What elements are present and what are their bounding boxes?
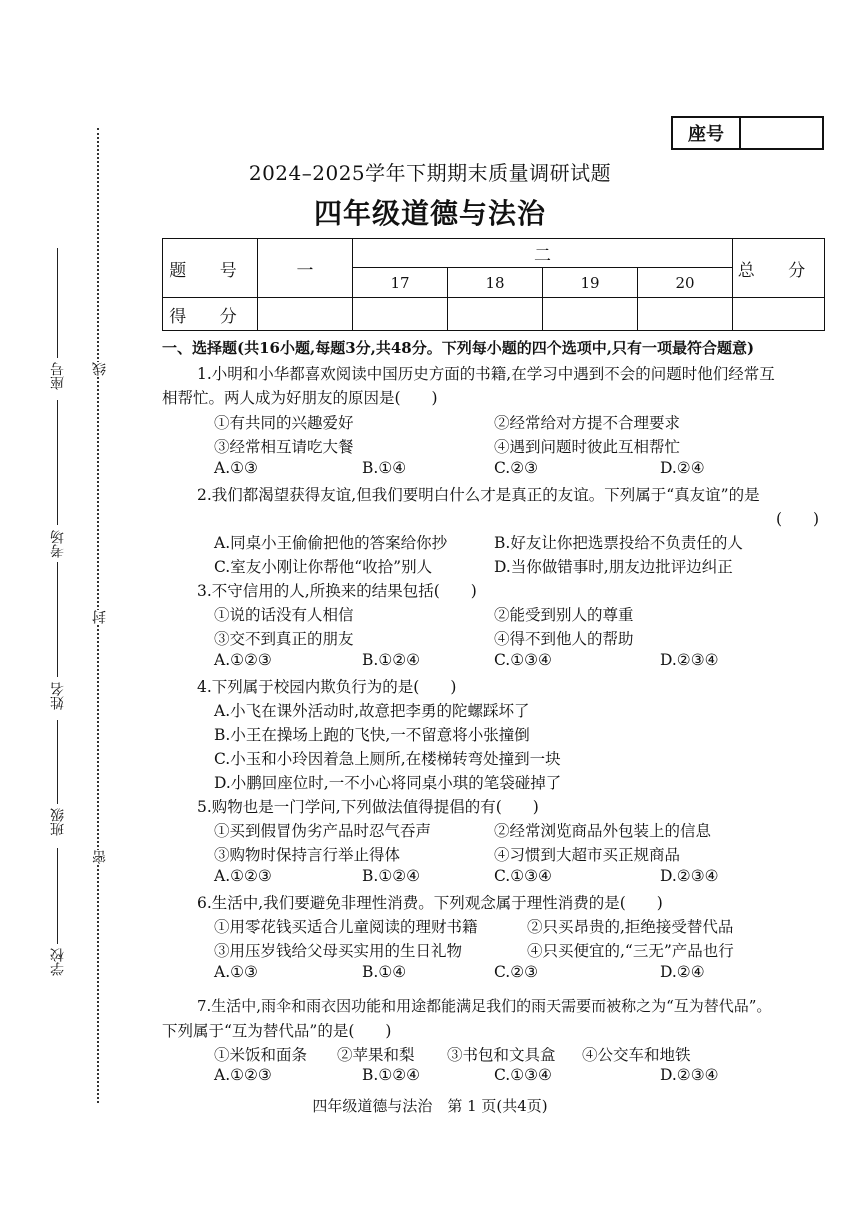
seat-number-field[interactable]	[741, 118, 822, 148]
q3-option-a[interactable]: A.①②③	[214, 651, 272, 669]
question-number-label: 题 号	[163, 239, 258, 298]
seat-number-label: 座号	[673, 118, 741, 148]
score-cell-part-one[interactable]	[258, 298, 353, 331]
q5-statement-4: ④习惯到大超市买正规商品	[494, 846, 681, 864]
q5-option-a[interactable]: A.①②③	[214, 867, 272, 885]
q7-statement-1: ①米饭和面条	[214, 1046, 308, 1064]
q5-option-d[interactable]: D.②③④	[660, 867, 719, 885]
q1-statement-1: ①有共同的兴趣爱好	[214, 414, 354, 432]
q5-statement-1: ①买到假冒伪劣产品时忍气吞声	[214, 822, 432, 840]
section-one-heading: 一、选择题(共16小题,每题3分,共48分。下列每小题的四个选项中,只有一项最符合题意)	[162, 339, 755, 357]
q3-statement-3: ③交不到真正的朋友	[214, 630, 354, 648]
q6-option-d[interactable]: D.②④	[660, 963, 705, 981]
q7-statement-2: ②苹果和梨	[337, 1046, 415, 1064]
binding-mark-secret: 密	[92, 850, 108, 864]
score-cell-total[interactable]	[733, 298, 825, 331]
q6-option-b[interactable]: B.①④	[362, 963, 407, 981]
exam-title: 2024–2025学年下期期末质量调研试题	[248, 161, 612, 185]
binding-mark-line: 线	[92, 362, 108, 376]
q3-statement-2: ②能受到别人的尊重	[494, 606, 634, 624]
q5-option-b[interactable]: B.①②④	[362, 867, 421, 885]
margin-school-label: 学校	[50, 948, 66, 976]
q4-option-c[interactable]: C.小玉和小玲因着急上厕所,在楼梯转弯处撞到一块	[214, 750, 561, 768]
q6-option-c[interactable]: C.②③	[494, 963, 539, 981]
part-one-header: 一	[258, 239, 353, 298]
q3-option-b[interactable]: B.①②④	[362, 651, 421, 669]
score-table	[162, 238, 825, 331]
q7-stem-line1: 7.生活中,雨伞和雨衣因功能和用途都能满足我们的雨天需要而被称之为“互为替代品”。	[197, 997, 772, 1015]
q3-option-c[interactable]: C.①③④	[494, 651, 552, 669]
score-cell-20[interactable]	[638, 298, 733, 331]
q6-statement-4: ④只买便宜的,“三无”产品也行	[527, 942, 734, 960]
q1-statement-3: ③经常相互请吃大餐	[214, 438, 354, 456]
margin-room-line[interactable]	[57, 400, 58, 525]
margin-name-line[interactable]	[57, 562, 58, 677]
margin-name-label: 姓名	[50, 682, 66, 710]
margin-seat-line[interactable]	[57, 248, 58, 358]
q7-statement-4: ④公交车和地铁	[582, 1046, 691, 1064]
q2-option-a[interactable]: A.同桌小王偷偷把他的答案给你抄	[214, 534, 448, 552]
q6-statement-3: ③用压岁钱给父母买实用的生日礼物	[214, 942, 463, 960]
q7-option-c[interactable]: C.①③④	[494, 1066, 552, 1084]
q7-option-a[interactable]: A.①②③	[214, 1066, 272, 1084]
q7-statement-3: ③书包和文具盒	[447, 1046, 556, 1064]
q2-option-b[interactable]: B.好友让你把选票投给不负责任的人	[494, 534, 743, 552]
q5-option-c[interactable]: C.①③④	[494, 867, 552, 885]
q5-statement-2: ②经常浏览商品外包装上的信息	[494, 822, 712, 840]
q1-stem-line2: 相帮忙。两人成为好朋友的原因是( )	[162, 389, 438, 407]
score-cell-19[interactable]	[543, 298, 638, 331]
part-two-header: 二	[353, 239, 733, 268]
margin-seat-label: 座号	[50, 362, 66, 390]
q4-option-d[interactable]: D.小鹏回座位时,一不小心将同桌小琪的笔袋碰掉了	[214, 774, 562, 792]
q5-statement-3: ③购物时保持言行举止得体	[214, 846, 401, 864]
margin-room-label: 考场	[50, 530, 66, 558]
q1-option-a[interactable]: A.①③	[214, 459, 258, 477]
q6-statement-2: ②只买昂贵的,拒绝接受替代品	[527, 918, 734, 936]
q2-answer-bracket[interactable]: ( )	[776, 510, 820, 528]
q3-statement-1: ①说的话没有人相信	[214, 606, 354, 624]
page-footer: 四年级道德与法治 第 1 页(共4页)	[312, 1097, 548, 1115]
q3-statement-4: ④得不到他人的帮助	[494, 630, 634, 648]
q1-statement-4: ④遇到问题时彼此互相帮忙	[494, 438, 681, 456]
score-cell-18[interactable]	[448, 298, 543, 331]
question-17-header: 17	[353, 268, 448, 298]
q3-stem: 3.不守信用的人,所换来的结果包括( )	[197, 582, 477, 600]
margin-school-line[interactable]	[57, 848, 58, 944]
margin-class-label: 班级	[50, 808, 66, 836]
margin-class-line[interactable]	[57, 720, 58, 804]
q7-stem-line2: 下列属于“互为替代品”的是( )	[162, 1022, 392, 1040]
score-row-label: 得 分	[163, 298, 258, 331]
q4-stem: 4.下列属于校园内欺负行为的是( )	[197, 678, 457, 696]
q7-option-b[interactable]: B.①②④	[362, 1066, 421, 1084]
question-18-header: 18	[448, 268, 543, 298]
q4-option-a[interactable]: A.小飞在课外活动时,故意把李勇的陀螺踩坏了	[214, 702, 530, 720]
question-19-header: 19	[543, 268, 638, 298]
q6-stem: 6.生活中,我们要避免非理性消费。下列观念属于理性消费的是( )	[197, 894, 663, 912]
q3-option-d[interactable]: D.②③④	[660, 651, 719, 669]
subject-title: 四年级道德与法治	[313, 197, 546, 230]
q4-option-b[interactable]: B.小王在操场上跑的飞快,一不留意将小张撞倒	[214, 726, 530, 744]
q2-option-d[interactable]: D.当你做错事时,朋友边批评边纠正	[494, 558, 733, 576]
q1-stem-line1: 1.小明和小华都喜欢阅读中国历史方面的书籍,在学习中遇到不会的问题时他们经常互	[197, 365, 775, 383]
score-cell-17[interactable]	[353, 298, 448, 331]
q6-option-a[interactable]: A.①③	[214, 963, 258, 981]
question-20-header: 20	[638, 268, 733, 298]
q6-statement-1: ①用零花钱买适合儿童阅读的理财书籍	[214, 918, 478, 936]
q2-option-c[interactable]: C.室友小刚让你帮他“收拾”别人	[214, 558, 433, 576]
q7-option-d[interactable]: D.②③④	[660, 1066, 719, 1084]
total-score-label: 总 分	[733, 239, 825, 298]
q1-option-d[interactable]: D.②④	[660, 459, 705, 477]
q1-option-b[interactable]: B.①④	[362, 459, 407, 477]
seat-number-box	[671, 116, 824, 150]
q1-option-c[interactable]: C.②③	[494, 459, 539, 477]
q1-statement-2: ②经常给对方提不合理要求	[494, 414, 681, 432]
binding-mark-seal: 封	[92, 610, 108, 624]
q5-stem: 5.购物也是一门学问,下列做法值得提倡的有( )	[197, 798, 539, 816]
q2-stem-line1: 2.我们都渴望获得友谊,但我们要明白什么才是真正的友谊。下列属于“真友谊”的是	[197, 486, 760, 504]
